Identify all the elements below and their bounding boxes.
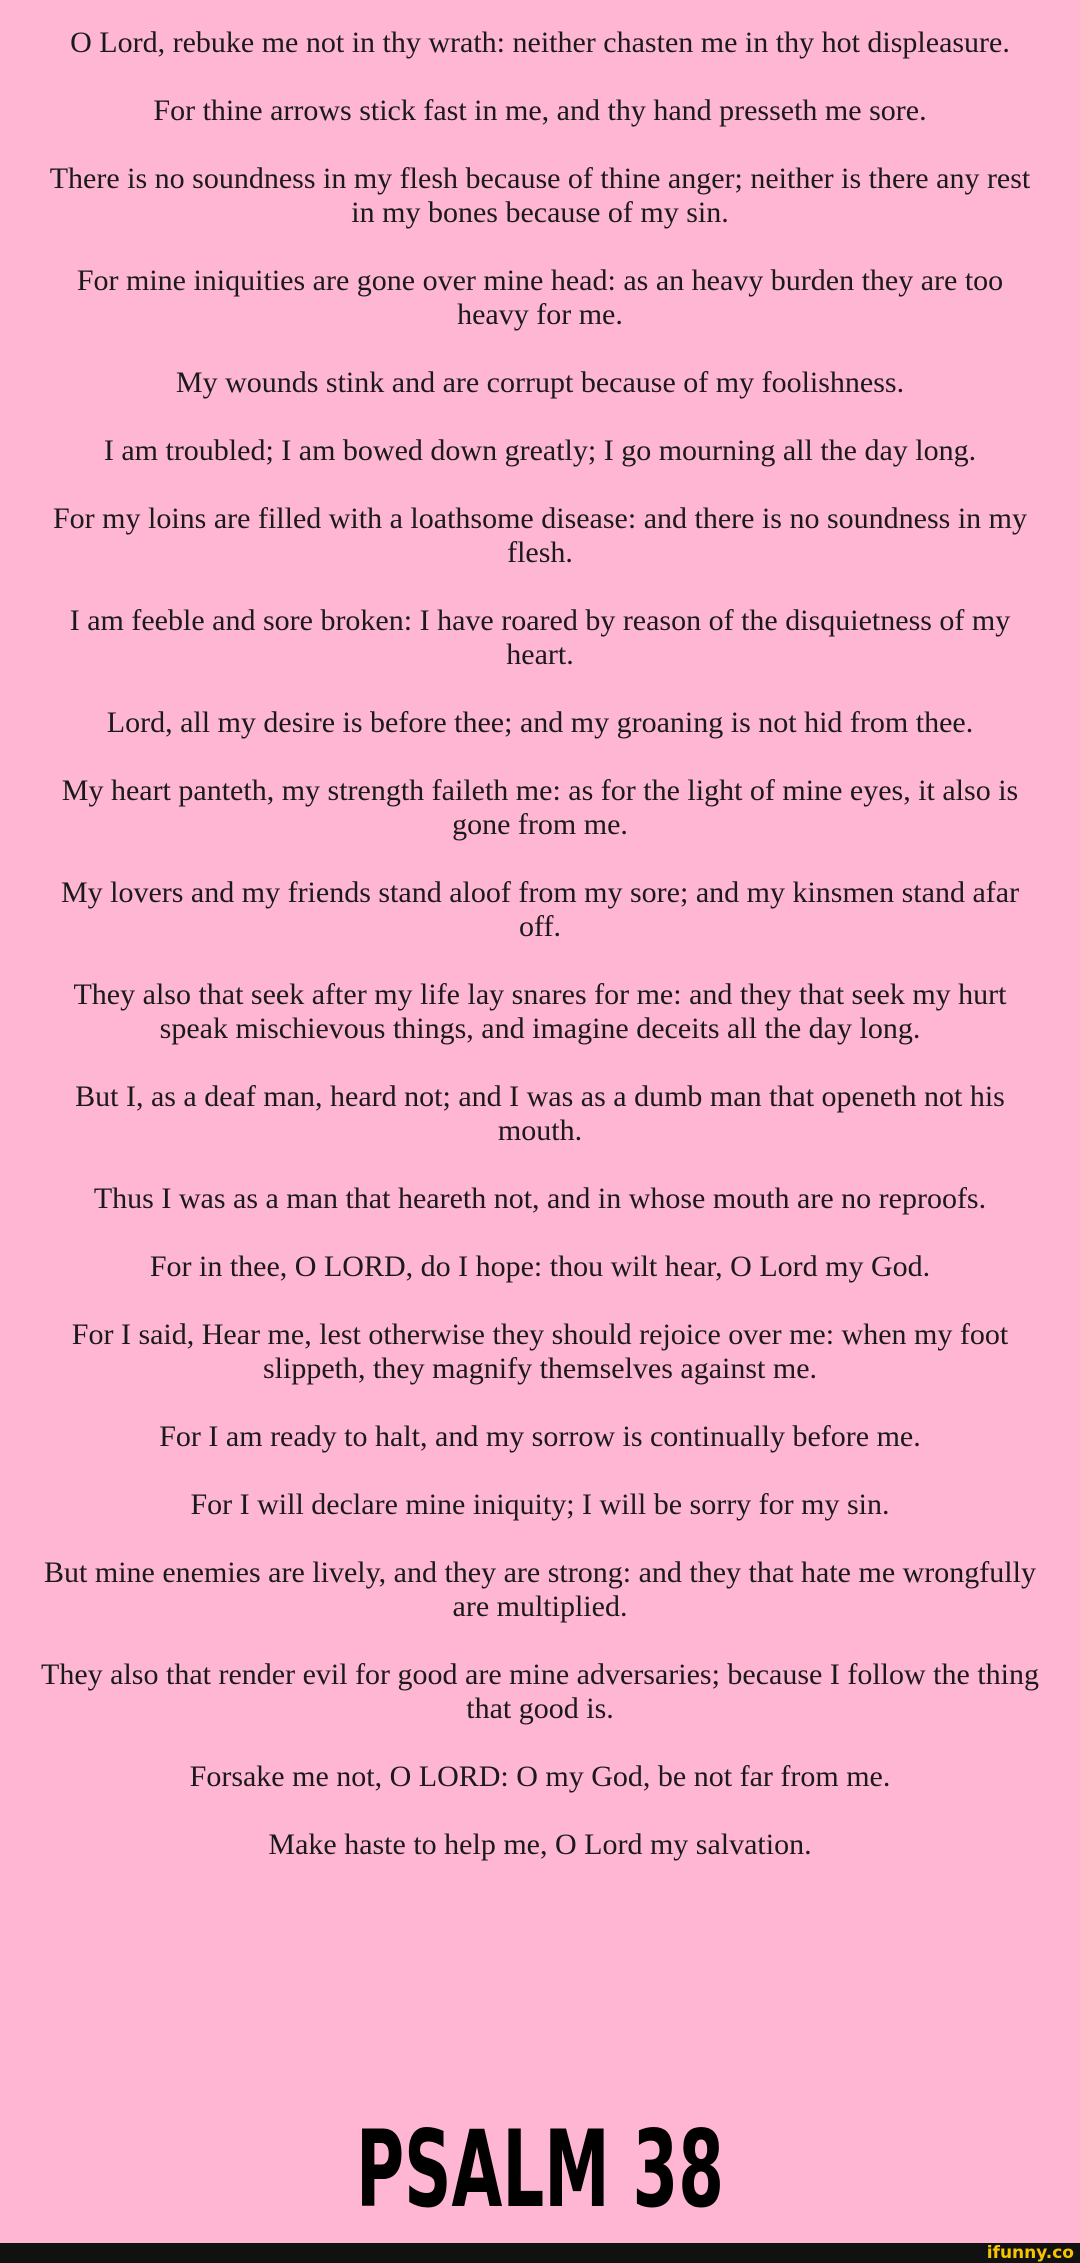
verse: But mine enemies are lively, and they are strong: and they that hate me wrongfully are multiplied.: [44, 1556, 1036, 1623]
verse-list: [40, 26, 1040, 1896]
verse: For mine iniquities are gone over mine head: as an heavy burden they are too heavy for me.: [76, 264, 1004, 331]
verse: Make haste to help me, O Lord my salvation.: [268, 1828, 812, 1861]
page-title: PSALM 38: [356, 2108, 724, 2231]
verse: Lord, all my desire is before thee; and my groaning is not hid from thee.: [106, 706, 974, 739]
verse: O Lord, rebuke me not in thy wrath: neither chasten me in thy hot displeasure.: [70, 26, 1010, 59]
verse: For thine arrows stick fast in me, and thy hand presseth me sore.: [153, 94, 927, 127]
ifunny-watermark: ifunny.co: [986, 2243, 1074, 2263]
verse: For I am ready to halt, and my sorrow is continually before me.: [159, 1420, 921, 1453]
verse: For my loins are filled with a loathsome disease: and there is no soundness in my flesh.: [52, 502, 1027, 569]
verse: I am feeble and sore broken: I have roared by reason of the disquietness of my heart.: [69, 604, 1011, 671]
verse: But I, as a deaf man, heard not; and I was as a dumb man that openeth not his mouth.: [75, 1080, 1005, 1147]
verse: For I said, Hear me, lest otherwise they should rejoice over me: when my foot slippeth, they magnify themselves against me.: [71, 1318, 1009, 1385]
watermark-bar: [0, 2243, 1080, 2263]
verse: There is no soundness in my flesh because of thine anger; neither is there any rest in my bones because of my sin.: [49, 162, 1031, 229]
verse: For in thee, O LORD, do I hope: thou wilt hear, O Lord my God.: [149, 1250, 931, 1283]
verse: For I will declare mine iniquity; I will be sorry for my sin.: [190, 1488, 890, 1521]
verse: My wounds stink and are corrupt because of my foolishness.: [175, 366, 905, 399]
verse: My heart panteth, my strength faileth me: as for the light of mine eyes, it also is gone from me.: [61, 774, 1019, 841]
verse: My lovers and my friends stand aloof from my sore; and my kinsmen stand afar off.: [60, 876, 1020, 943]
verse: They also that seek after my life lay snares for me: and they that seek my hurt speak mischievous things, and imagine deceits all the day long.: [73, 978, 1007, 1045]
verse: Forsake me not, O LORD: O my God, be not far from me.: [189, 1760, 891, 1793]
verse: They also that render evil for good are mine adversaries; because I follow the thing that good is.: [41, 1658, 1039, 1725]
verse: I am troubled; I am bowed down greatly; I go mourning all the day long.: [103, 434, 977, 467]
verse: Thus I was as a man that heareth not, and in whose mouth are no reproofs.: [93, 1182, 987, 1215]
